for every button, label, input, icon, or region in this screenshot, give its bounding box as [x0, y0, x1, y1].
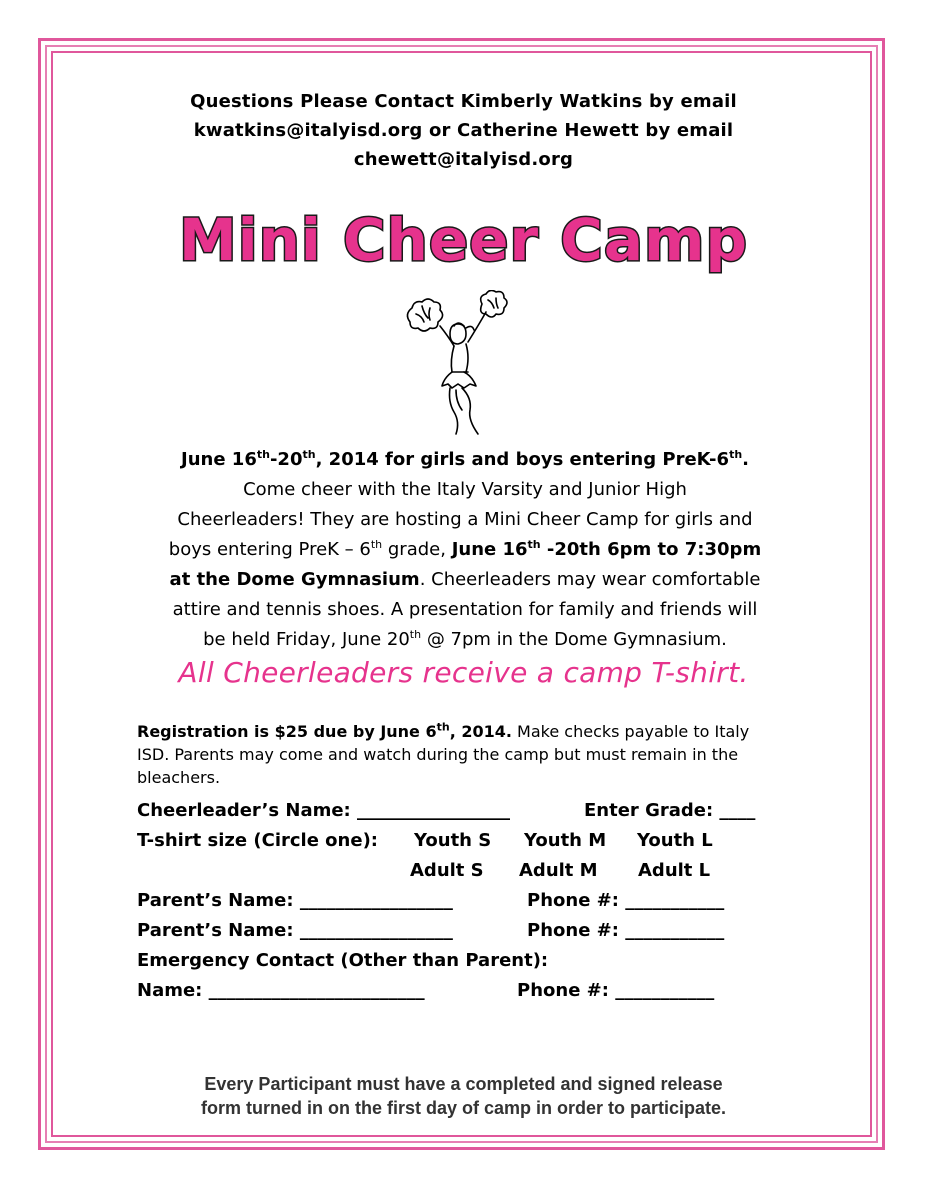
description-line: Come cheer with the Italy Varsity and Junior High: [243, 479, 687, 500]
contact-line: kwatkins@italyisd.org or Catherine Hewett by email: [193, 120, 734, 141]
form-row: [137, 976, 837, 1006]
tshirt-option-youth-l[interactable]: Youth L: [637, 830, 713, 851]
date-range-start: June 16: [181, 449, 257, 470]
form-row: [137, 946, 837, 976]
tshirt-announcement: All Cheerleaders receive a camp T-shirt.: [178, 656, 749, 689]
tshirt-option-adult-l[interactable]: Adult L: [638, 860, 711, 881]
form-row: [137, 826, 837, 856]
description-line: Cheerleaders! They are hosting a Mini Cheer Camp for girls and: [177, 509, 753, 530]
grade-field[interactable]: Enter Grade: ____: [584, 800, 756, 821]
description-text: boys entering PreK – 6: [168, 539, 371, 560]
emergency-phone-field[interactable]: Phone #: ___________: [517, 980, 715, 1001]
registration-line: bleachers.: [137, 768, 221, 787]
ordinal-suffix: th: [370, 538, 383, 551]
ordinal-suffix: th: [409, 628, 422, 641]
period: .: [742, 449, 749, 470]
release-form-notice: [0, 1072, 927, 1120]
registration-info: [137, 720, 797, 789]
registration-line: [137, 720, 797, 743]
form-row: [137, 916, 837, 946]
contact-info: [0, 87, 927, 174]
description-line: [120, 565, 810, 595]
contact-line: chewett@italyisd.org: [353, 149, 574, 170]
cheerleader-illustration-icon: [404, 290, 514, 438]
ordinal-suffix: th: [256, 448, 270, 461]
description-line: attire and tennis shoes. A presentation for family and friends will: [172, 599, 758, 620]
notice-line: form turned in on the first day of camp in order to participate.: [200, 1098, 727, 1118]
date-range-end: -20: [269, 449, 303, 470]
registration-text: Make checks payable to Italy: [511, 722, 750, 741]
ordinal-suffix: th: [436, 720, 450, 734]
parent-name-field[interactable]: Parent’s Name: _________________: [137, 890, 453, 911]
description-text: grade,: [382, 539, 452, 560]
ordinal-suffix: th: [302, 448, 316, 461]
description-text: . Cheerleaders may wear comfortable: [419, 569, 761, 590]
camp-description: [120, 445, 810, 655]
tshirt-option-youth-s[interactable]: Youth S: [414, 830, 492, 851]
registration-year: , 2014.: [449, 722, 512, 741]
description-text: be held Friday, June 20: [203, 629, 410, 650]
camp-location: at the Dome Gymnasium: [169, 569, 420, 590]
description-line: [120, 535, 810, 565]
ordinal-suffix: th: [729, 448, 743, 461]
camp-dates: June 16: [451, 539, 528, 560]
form-row: [137, 886, 837, 916]
ordinal-suffix: th: [527, 538, 541, 551]
form-row: [137, 796, 837, 826]
tshirt-size-label: T-shirt size (Circle one):: [137, 830, 378, 851]
phone-field[interactable]: Phone #: ___________: [527, 920, 725, 941]
registration-line: ISD. Parents may come and watch during the camp but must remain in the: [137, 745, 739, 764]
audience-text: , 2014 for girls and boys entering PreK-6: [315, 449, 730, 470]
contact-line: Questions Please Contact Kimberly Watkins by email: [190, 91, 737, 112]
parent-name-field[interactable]: Parent’s Name: _________________: [137, 920, 453, 941]
tshirt-option-youth-m[interactable]: Youth M: [524, 830, 607, 851]
camp-times: -20th 6pm to 7:30pm: [540, 539, 762, 560]
notice-line: Every Participant must have a completed and signed release: [204, 1074, 723, 1094]
registration-fee: Registration is $25 due by June 6: [137, 722, 437, 741]
form-row: [137, 856, 837, 886]
emergency-name-field[interactable]: Name: ________________________: [137, 980, 425, 1001]
cheerleader-name-field[interactable]: Cheerleader’s Name: _________________: [137, 800, 511, 821]
phone-field[interactable]: Phone #: ___________: [527, 890, 725, 911]
page-title: Mini Cheer Camp: [179, 206, 748, 274]
emergency-contact-label: Emergency Contact (Other than Parent):: [137, 950, 549, 971]
registration-form: [137, 796, 837, 1006]
description-line: [120, 625, 810, 655]
description-text: @ 7pm in the Dome Gymnasium.: [421, 629, 727, 650]
tshirt-option-adult-s[interactable]: Adult S: [410, 860, 484, 881]
tshirt-option-adult-m[interactable]: Adult M: [519, 860, 598, 881]
description-line: [120, 445, 810, 475]
